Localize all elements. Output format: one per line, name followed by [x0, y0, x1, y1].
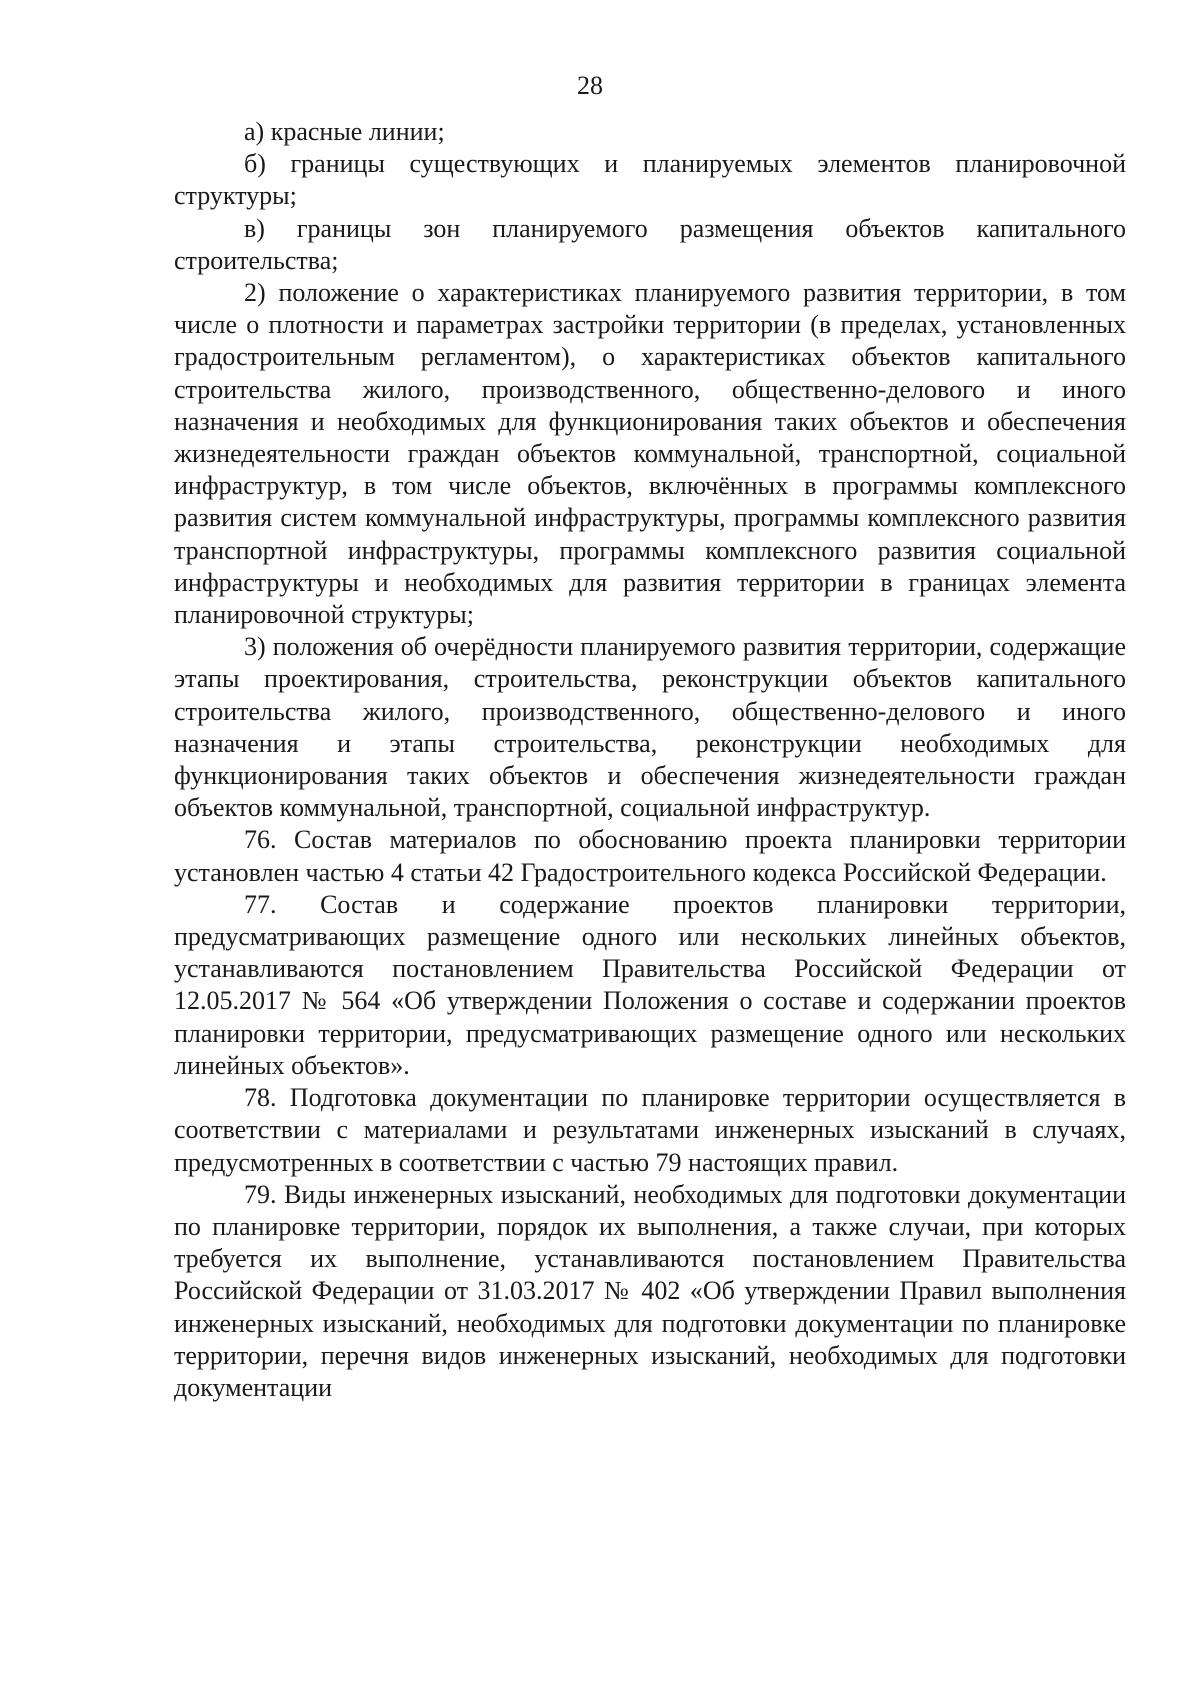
paragraph-76: 76. Состав материалов по обоснованию проекта планировки территории установлен частью 4 статьи 42 Градостроительного кодекса Российской Федерации. [174, 825, 1126, 887]
body-text [174, 116, 1126, 1404]
page-number: 28 [577, 71, 603, 100]
paragraph-77: 77. Состав и содержание проектов планировки территории, предусматривающих размещение одного или нескольких линейных объектов, устанавливаются постановлением Правительства Российской Федерации от 12.05.2017 № 564 «Об утверждении Положения о составе и содержании проектов планировки территории, предусматривающих размещение одного или нескольких линейных объектов». [174, 889, 1126, 1080]
paragraph-item-b: б) границы существующих и планируемых элементов планировочной структуры; [174, 149, 1126, 211]
paragraph-item-3: 3) положения об очерёдности планируемого развития территории, содержащие этапы проектирования, строительства, реконструкции объектов капитального строительства жилого, производственного, общественно-делового и иного назначения и этапы строительства, реконструкции необходимых для функционирования таких объектов и обеспечения жизнедеятельности граждан объектов коммунальной, транспортной, социальной инфраструктур. [174, 632, 1126, 823]
paragraph-item-a: а) красные линии; [244, 117, 445, 146]
paragraph-item-v: в) границы зон планируемого размещения объектов капитального строительства; [174, 213, 1126, 275]
paragraph-79: 79. Виды инженерных изысканий, необходимых для подготовки документации по планировке территории, порядок их выполнения, а также случаи, при которых требуется их выполнение, устанавливаются постановлением Правительства Российской Федерации от 31.03.2017 № 402 «Об утверждении Правил выполнения инженерных изысканий, необходимых для подготовки документации по планировке территории, перечня видов инженерных изысканий, необходимых для подготовки документации [174, 1179, 1126, 1402]
paragraph-78: 78. Подготовка документации по планировке территории осуществляется в соответствии с материалами и результатами инженерных изысканий в случаях, предусмотренных в соответствии с частью 79 настоящих правил. [174, 1083, 1126, 1177]
paragraph-item-2: 2) положение о характеристиках планируемого развития территории, в том числе о плотности и параметрах застройки территории (в пределах, установленных градостроительным регламентом), о характеристиках объектов капитального строительства жилого, производственного, общественно-делового и иного назначения и необходимых для функционирования таких объектов и обеспечения жизнедеятельности граждан объектов коммунальной, транспортной, социальной инфраструктур, в том числе объектов, включённых в программы комплексного развития систем коммунальной инфраструктуры, программы комплексного развития транспортной инфраструктуры, программы комплексного развития социальной инфраструктуры и необходимых для развития территории в границах элемента планировочной структуры; [174, 278, 1126, 630]
